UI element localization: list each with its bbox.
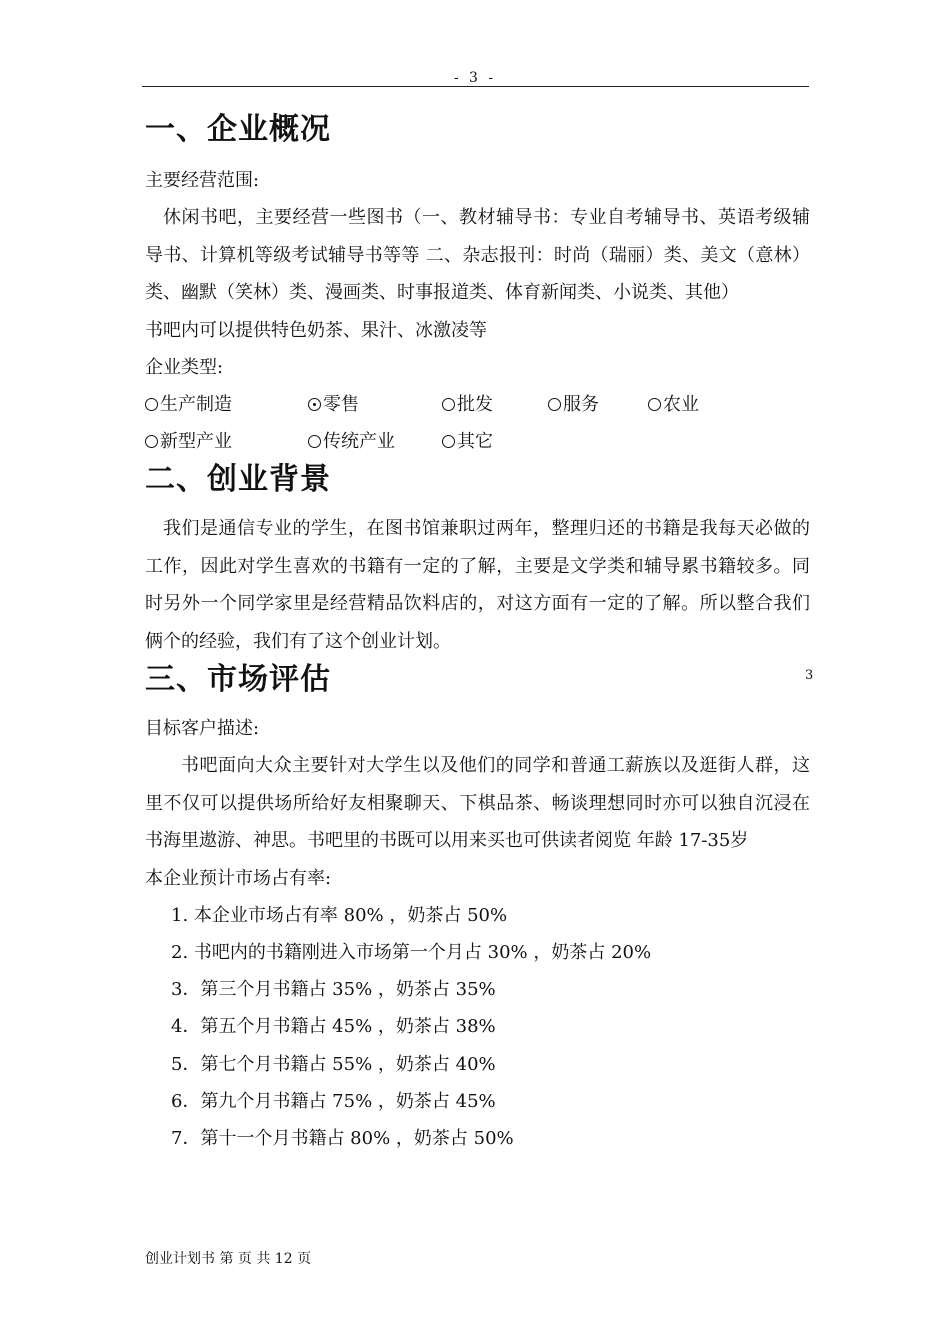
type-option-label: 传统产业	[323, 431, 395, 452]
scope-paragraph: 休闲书吧，主要经营一些图书（一、教材辅导书：专业自考辅导书、英语考级辅导书、计算机等级考试辅导书等等 二、杂志报刊：时尚（瑞丽）类、美文（意林）类、幽默（笑林）类、漫画类、时事报道类、体育新闻类、小说类、其他）	[145, 207, 810, 303]
list-item: 3．第三个月书籍占 35% ，奶茶占 35%	[171, 979, 496, 1001]
customer-paragraph: 书吧面向大众主要针对大学生以及他们的同学和普通工薪族以及逛街人群，这里不仅可以提供场所给好友相聚聊天、下棋品茶、畅谈理想同时亦可以独自沉浸在书海里遨游、神思。书吧里的书既可以用来买也可供读者阅览 年龄 17-35岁	[145, 755, 810, 851]
market-share-list	[145, 897, 810, 1158]
type-option[interactable]	[548, 386, 599, 423]
type-option[interactable]	[442, 386, 493, 423]
list-item: 1. 本企业市场占有率 80% ，奶茶占 50%	[171, 904, 508, 926]
radio-checked-icon	[308, 398, 321, 411]
type-option-label: 生产制造	[160, 394, 232, 415]
type-option-label: 农业	[663, 394, 699, 415]
background-paragraph: 我们是通信专业的学生，在图书馆兼职过两年，整理归还的书籍是我每天必做的工作，因此对学生喜欢的书籍有一定的了解，主要是文学类和辅导累书籍较多。同时另外一个同学家里是经营精品饮料店的，对这方面有一定的了解。所以整合我们俩个的经验，我们有了这个创业计划。	[145, 518, 810, 652]
radio-icon	[308, 435, 321, 448]
page-number-top: - 3 -	[453, 70, 497, 86]
list-item: 5．第七个月书籍占 55% ，奶茶占 40%	[171, 1053, 496, 1075]
section1-title: 一、企业概况	[145, 112, 331, 147]
list-item: 6．第九个月书籍占 75% ，奶茶占 45%	[171, 1090, 496, 1112]
section2-title: 二、创业背景	[145, 462, 331, 497]
header-rule	[142, 86, 809, 87]
type-option-label: 其它	[457, 431, 493, 452]
enterprise-type-row-2	[145, 423, 810, 460]
radio-icon	[145, 435, 158, 448]
radio-icon	[442, 398, 455, 411]
type-option-label: 新型产业	[160, 431, 232, 452]
share-label: 本企业预计市场占有率:	[145, 867, 332, 889]
radio-icon	[145, 398, 158, 411]
radio-icon	[548, 398, 561, 411]
type-option[interactable]	[308, 423, 395, 460]
document-body	[145, 110, 810, 1158]
section3-title: 三、市场评估	[145, 662, 331, 697]
list-item: 4．第五个月书籍占 45% ，奶茶占 38%	[171, 1016, 496, 1038]
type-option[interactable]	[308, 386, 359, 423]
type-label: 企业类型:	[145, 357, 224, 378]
type-option[interactable]	[145, 423, 232, 460]
type-option-label: 零售	[323, 394, 359, 415]
type-option-label: 服务	[563, 394, 599, 415]
page-footer: 创业计划书 第 页 共 12 页	[145, 1251, 312, 1267]
list-item: 7．第十一个月书籍占 80% ，奶茶占 50%	[171, 1128, 514, 1150]
scope-label: 主要经营范围:	[145, 170, 260, 191]
type-option[interactable]	[648, 386, 699, 423]
radio-icon	[442, 435, 455, 448]
scope-paragraph-2: 书吧内可以提供特色奶茶、果汁、冰激凌等	[145, 319, 487, 341]
enterprise-type-row-1	[145, 386, 810, 423]
radio-icon	[648, 398, 661, 411]
customer-label: 目标客户描述:	[145, 718, 260, 739]
type-option[interactable]	[442, 423, 493, 460]
list-item: 2. 书吧内的书籍刚进入市场第一个月占 30% ，奶茶占 20%	[171, 941, 652, 963]
side-page-number: 3	[805, 668, 814, 683]
type-option[interactable]	[145, 386, 232, 423]
type-option-label: 批发	[457, 394, 493, 415]
